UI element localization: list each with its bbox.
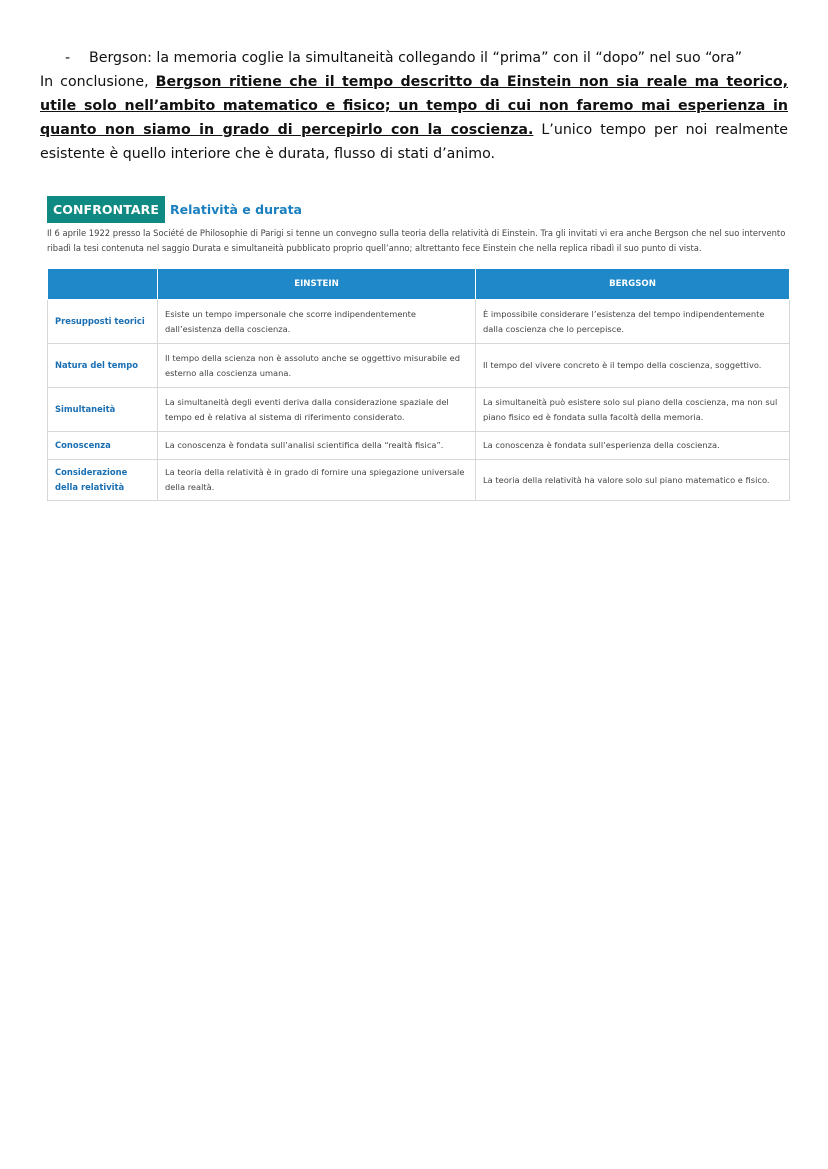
row-label: Natura del tempo <box>48 344 158 388</box>
table-header-row <box>48 269 790 300</box>
table-row <box>48 432 790 460</box>
bergson-cell: La conoscenza è fondata sull’esperienza della coscienza. <box>476 432 790 460</box>
table-row <box>48 344 790 388</box>
box-header <box>47 196 789 223</box>
einstein-cell: Il tempo della scienza non è assoluto anche se oggettivo misurabile ed esterno alla coscienza umana. <box>158 344 476 388</box>
bullet-item <box>65 46 788 70</box>
bergson-cell: Il tempo del vivere concreto è il tempo della coscienza, soggettivo. <box>476 344 790 388</box>
comparison-box <box>47 196 789 501</box>
table-row <box>48 300 790 344</box>
notes-text <box>40 46 788 166</box>
box-title: Relatività e durata <box>170 202 302 217</box>
bullet-text: Bergson: la memoria coglie la simultaneità collegando il “prima” con il “dopo” nel suo “ora” <box>89 50 743 66</box>
comparison-table <box>47 268 790 501</box>
bergson-cell: È impossibile considerare l’esistenza del tempo indipendentemente dalla coscienza che lo percepisce. <box>476 300 790 344</box>
conclusion-paragraph <box>40 70 788 166</box>
confrontare-tag: CONFRONTARE <box>47 196 165 223</box>
bullet-dash: - <box>65 50 71 66</box>
para-tail: L’unico tempo per noi realmente esistente è quello interiore che è durata, flusso di stati d’animo. <box>40 122 788 162</box>
intro-line: Il 6 aprile 1922 presso la Société de Philosophie di Parigi si tenne un convegno sulla teoria della relatività di Einstein. Tra gli invitati vi era anche Bergson che nel suo intervento <box>47 228 786 238</box>
table-row <box>48 460 790 501</box>
header-corner <box>48 269 158 300</box>
einstein-cell: La simultaneità degli eventi deriva dalla considerazione spaziale del tempo ed è relativa al sistema di riferimento considerato. <box>158 388 476 432</box>
para-emphasis: Bergson ritiene che il tempo descritto da Einstein non sia reale ma teorico, utile solo nell’ambito matematico e fisico; un tempo di cui non faremo mai esperienza in quanto non siamo in grado di percepirlo con la coscienza. <box>40 74 789 138</box>
einstein-cell: La conoscenza è fondata sull’analisi scientifica della “realtà fisica”. <box>158 432 476 460</box>
row-label: Considerazione della relatività <box>48 460 158 501</box>
header-bergson: BERGSON <box>476 269 790 300</box>
row-label: Conoscenza <box>48 432 158 460</box>
header-einstein: EINSTEIN <box>158 269 476 300</box>
intro-line: ribadì la tesi contenuta nel saggio Durata e simultaneità pubblicato proprio quell’anno; altrettanto fece Einstein che nella replica ribadì il suo punto di vista. <box>47 243 702 253</box>
einstein-cell: Esiste un tempo impersonale che scorre indipendentemente dall’esistenza della coscienza. <box>158 300 476 344</box>
table-row <box>48 388 790 432</box>
bergson-cell: La teoria della relatività ha valore solo sul piano matematico e fisico. <box>476 460 790 501</box>
row-label: Presupposti teorici <box>48 300 158 344</box>
box-intro <box>47 226 789 256</box>
einstein-cell: La teoria della relatività è in grado di fornire una spiegazione universale della realtà. <box>158 460 476 501</box>
bergson-cell: La simultaneità può esistere solo sul piano della coscienza, ma non sul piano fisico ed è fondata sulla facoltà della memoria. <box>476 388 790 432</box>
row-label: Simultaneità <box>48 388 158 432</box>
para-lead: In conclusione, <box>40 74 156 90</box>
